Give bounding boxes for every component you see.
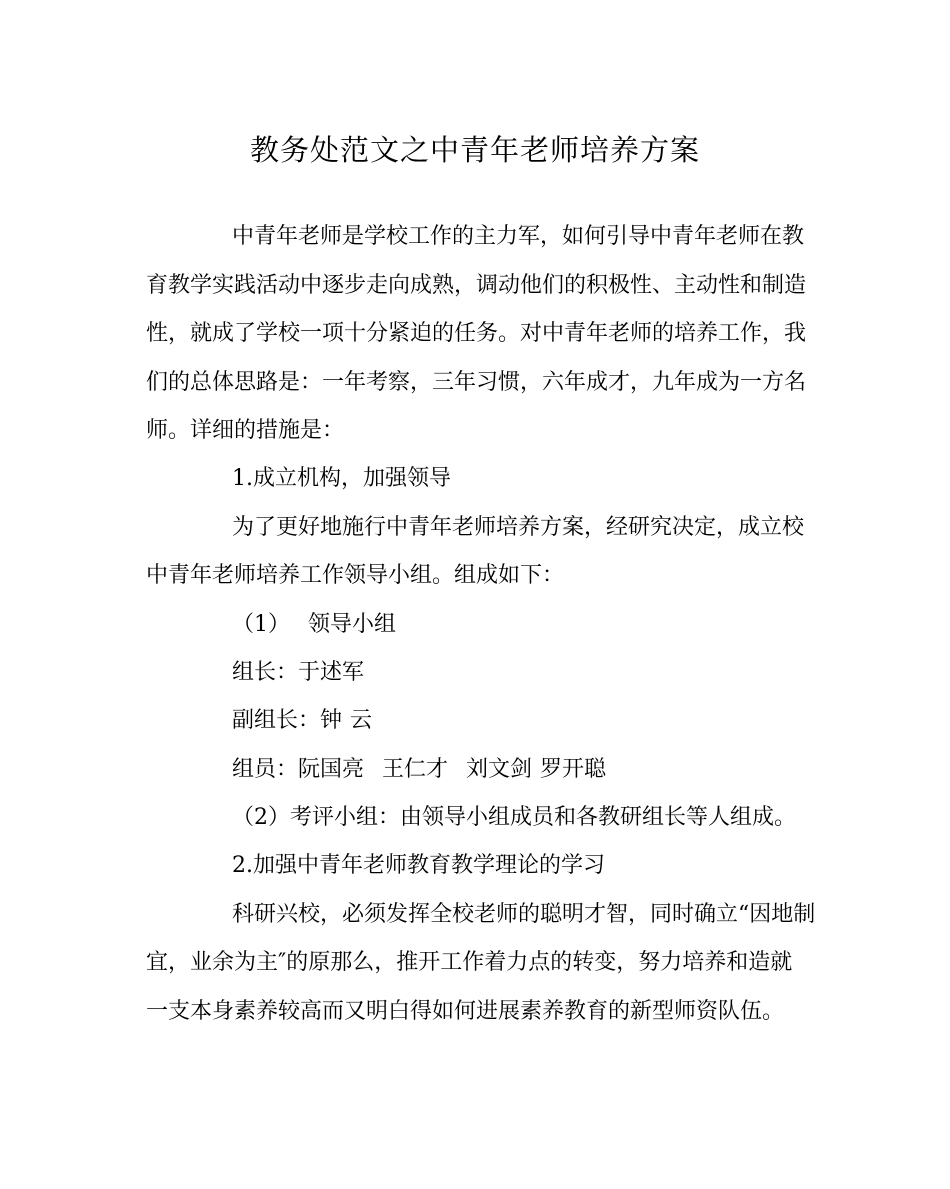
group-leader: 组长：于述军 <box>232 660 365 685</box>
intro-line-3: 性，就成了学校一项十分紧迫的任务。对中青年老师的培养工作，我 <box>146 321 807 346</box>
deputy-leader-given-name: 云 <box>350 708 373 733</box>
member-name: 王仁才 <box>382 757 449 782</box>
deputy-leader-label: 副组长：钟 <box>232 708 343 733</box>
leadership-group-number: （1） <box>232 612 290 637</box>
member-name: 罗开聪 <box>540 757 607 782</box>
evaluation-group: （2）考评小组：由领导小组成员和各教研组长等人组成。 <box>232 805 796 830</box>
members-label: 组员：阮国亮 <box>232 757 365 782</box>
document-title: 教务处范文之中青年老师培养方案 <box>249 133 700 167</box>
section2-heading: 2.加强中青年老师教育教学理论的学习 <box>232 853 605 878</box>
section2-line-3: 一支本身素养较高而又明白得如何进展素养教育的新型师资队伍。 <box>146 999 785 1024</box>
intro-line-5: 师。详细的措施是： <box>146 418 345 443</box>
intro-line-1: 中青年老师是学校工作的主力军，如何引导中青年老师在教 <box>232 224 805 249</box>
intro-line-4: 们的总体思路是：一年考察，三年习惯，六年成才，九年成为一方名 <box>146 370 807 395</box>
leadership-group-name: 领导小组 <box>308 612 397 637</box>
section1-heading: 1.成立机构，加强领导 <box>232 466 451 491</box>
deputy-leader <box>232 705 372 737</box>
leadership-group-heading <box>232 609 396 641</box>
section2-line-1: 科研兴校，必须发挥全校老师的聪明才智，同时确立“因地制 <box>232 902 816 927</box>
section2-line-2: 宜，业余为主″的原那么，推开工作着力点的转变，努力培养和造就 <box>146 950 793 975</box>
member-name: 刘文剑 <box>466 757 533 782</box>
section1-line-2: 中青年老师培养工作领导小组。组成如下： <box>146 563 565 588</box>
intro-line-2: 育教学实践活动中逐步走向成熟，调动他们的积极性、主动性和制造 <box>146 273 807 298</box>
section1-line-1: 为了更好地施行中青年老师培养方案，经研究决定，成立校 <box>232 515 805 540</box>
group-members <box>232 754 606 786</box>
